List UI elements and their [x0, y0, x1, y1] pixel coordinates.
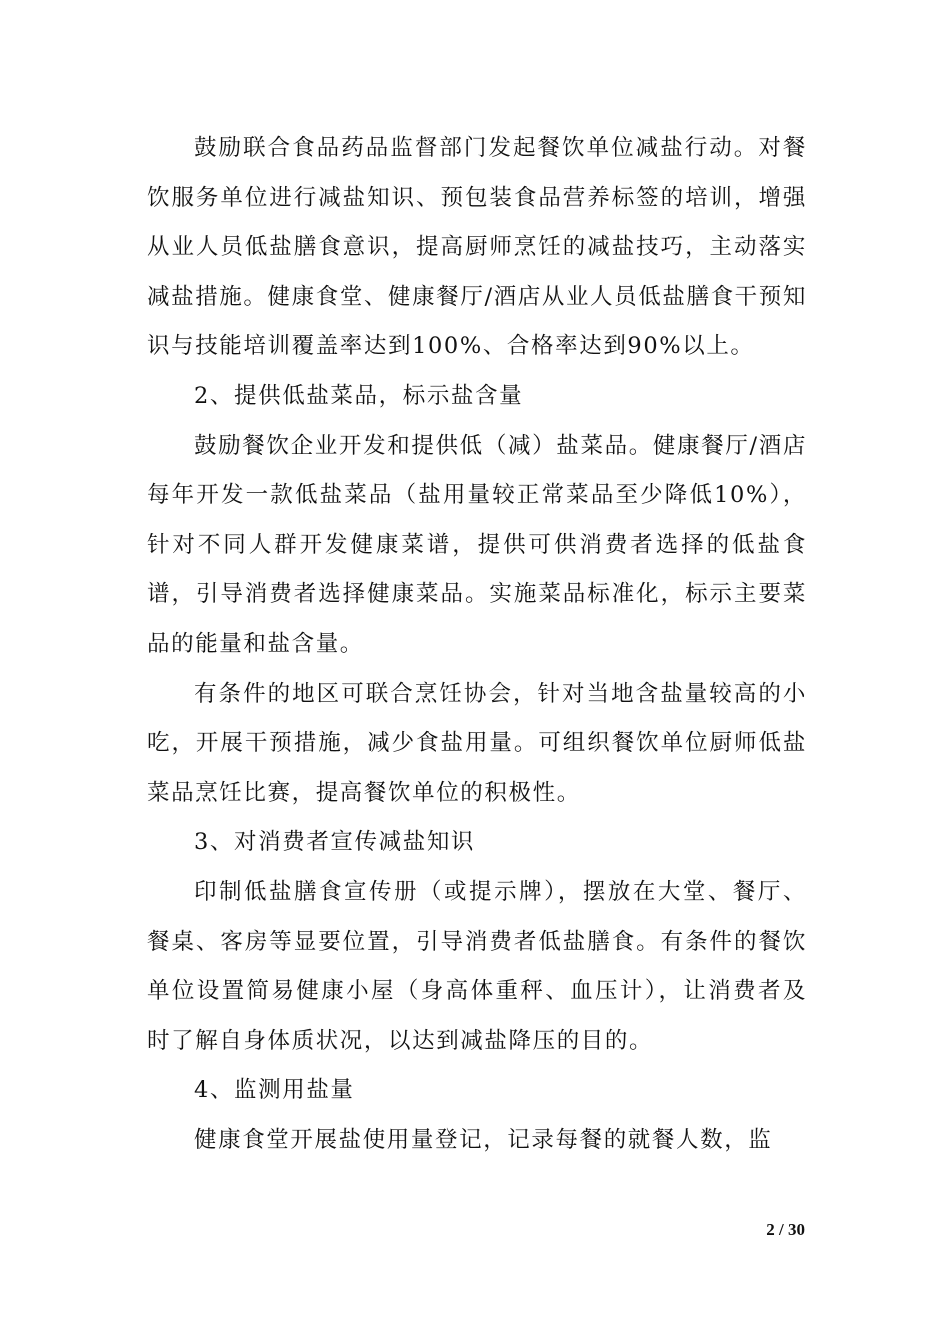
paragraph-consumer-education: 印制低盐膳食宣传册（或提示牌），摆放在大堂、餐厅、餐桌、客房等显要位置，引导消费者低盐膳食。有条件的餐饮单位设置简易健康小屋（身高体重秤、血压计），让消费者及时了解自身体质状况，以达到减盐降压的目的。	[147, 878, 807, 1054]
section-heading-low-salt-dishes: 2、提供低盐菜品，标示盐含量	[194, 382, 524, 409]
section-heading-salt-monitoring: 4、监测用盐量	[194, 1077, 355, 1104]
page-number: 2 / 30	[766, 1220, 805, 1239]
paragraph-salt-reduction-action: 鼓励联合食品药品监督部门发起餐饮单位减盐行动。对餐饮服务单位进行减盐知识、预包装食品营养标签的培训，增强从业人员低盐膳食意识，提高厨师烹饪的减盐技巧，主动落实减盐措施。健康食堂、健康餐厅/酒店从业人员低盐膳食干预知识与技能培训覆盖率达到100%、合格率达到90%以上。	[147, 135, 807, 360]
paragraph-low-salt-dishes: 鼓励餐饮企业开发和提供低（减）盐菜品。健康餐厅/酒店每年开发一款低盐菜品（盐用量较正常菜品至少降低10%），针对不同人群开发健康菜谱，提供可供消费者选择的低盐食谱，引导消费者选择健康菜品。实施菜品标准化，标示主要菜品的能量和盐含量。	[147, 432, 807, 657]
paragraph-local-snacks: 有条件的地区可联合烹饪协会，针对当地含盐量较高的小吃，开展干预措施，减少食盐用量。可组织餐饮单位厨师低盐菜品烹饪比赛，提高餐饮单位的积极性。	[147, 680, 807, 806]
section-heading-consumer-education: 3、对消费者宣传减盐知识	[194, 829, 476, 856]
document-body	[147, 124, 807, 1165]
paragraph-salt-monitoring: 健康食堂开展盐使用量登记，记录每餐的就餐人数，监	[194, 1126, 773, 1153]
